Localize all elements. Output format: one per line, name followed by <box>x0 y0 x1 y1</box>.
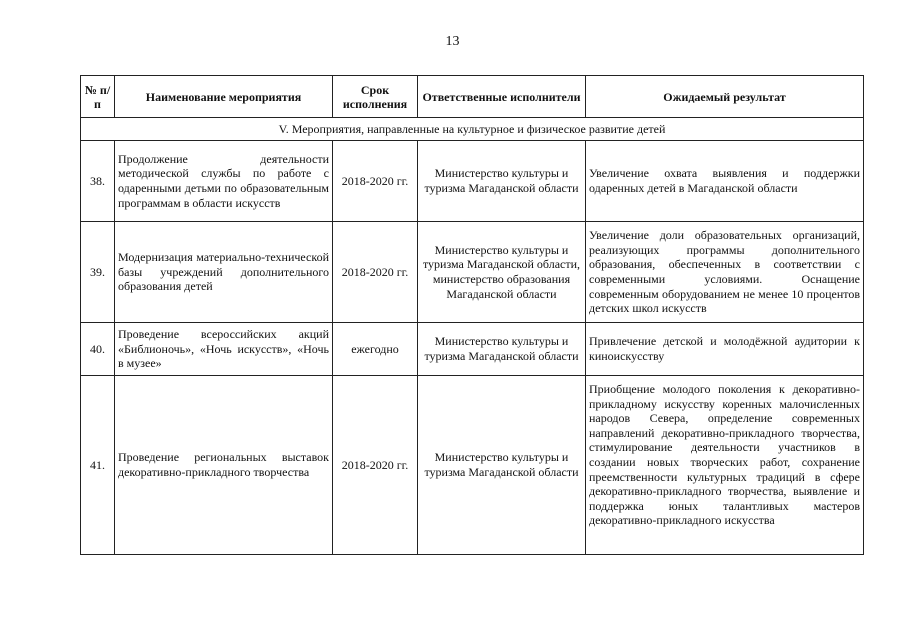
header-num: № п/п <box>81 76 115 118</box>
row-term: ежегодно <box>333 323 418 376</box>
row-result: Увеличение доли образовательных организаций, реализующих программы дополнительного образования, обеспеченных в соответствии с современными условиями. Оснащение современным оборудованием не менее 10 процентов детских школ искусств <box>586 222 864 323</box>
row-term: 2018-2020 гг. <box>333 222 418 323</box>
row-term: 2018-2020 гг. <box>333 141 418 222</box>
activities-table <box>80 75 864 555</box>
row-responsible: Министерство культуры и туризма Магаданской области, министерство образования Магаданской области <box>418 222 586 323</box>
row-name: Продолжение деятельности методической службы по работе с одаренными детьми по образовательным программам в области искусств <box>115 141 333 222</box>
row-num: 38. <box>81 141 115 222</box>
header-term: Срок исполнения <box>333 76 418 118</box>
header-responsible: Ответственные исполнители <box>418 76 586 118</box>
row-num: 41. <box>81 376 115 555</box>
row-result: Приобщение молодого поколения к декоративно-прикладному искусству коренных малочисленных народов Севера, определение современных направлений декоративно-прикладного творчества, стимулирование деятельности участников в создании новых творческих работ, сохранение преемственности культурных традиций в сфере декоративно-прикладного творчества, выявление и поддержка юных талантливых мастеров декоративно-прикладного искусства <box>586 376 864 555</box>
header-result: Ожидаемый результат <box>586 76 864 118</box>
row-responsible: Министерство культуры и туризма Магаданской области <box>418 323 586 376</box>
row-responsible: Министерство культуры и туризма Магаданской области <box>418 141 586 222</box>
row-responsible: Министерство культуры и туризма Магаданской области <box>418 376 586 555</box>
row-num: 39. <box>81 222 115 323</box>
row-name: Проведение региональных выставок декоративно-прикладного творчества <box>115 376 333 555</box>
table-row <box>81 222 864 323</box>
table-row <box>81 376 864 555</box>
page-number: 13 <box>445 34 460 49</box>
table-row <box>81 323 864 376</box>
header-name: Наименование мероприятия <box>115 76 333 118</box>
section-row <box>81 118 864 141</box>
section-title: V. Мероприятия, направленные на культурное и физическое развитие детей <box>81 118 864 141</box>
table-header-row <box>81 76 864 118</box>
row-result: Увеличение охвата выявления и поддержки одаренных детей в Магаданской области <box>586 141 864 222</box>
row-name: Проведение всероссийских акций «Библионочь», «Ночь искусств», «Ночь в музее» <box>115 323 333 376</box>
row-num: 40. <box>81 323 115 376</box>
row-name: Модернизация материально-технической базы учреждений дополнительного образования детей <box>115 222 333 323</box>
table-row <box>81 141 864 222</box>
row-result: Привлечение детской и молодёжной аудитории к киноискусству <box>586 323 864 376</box>
row-term: 2018-2020 гг. <box>333 376 418 555</box>
